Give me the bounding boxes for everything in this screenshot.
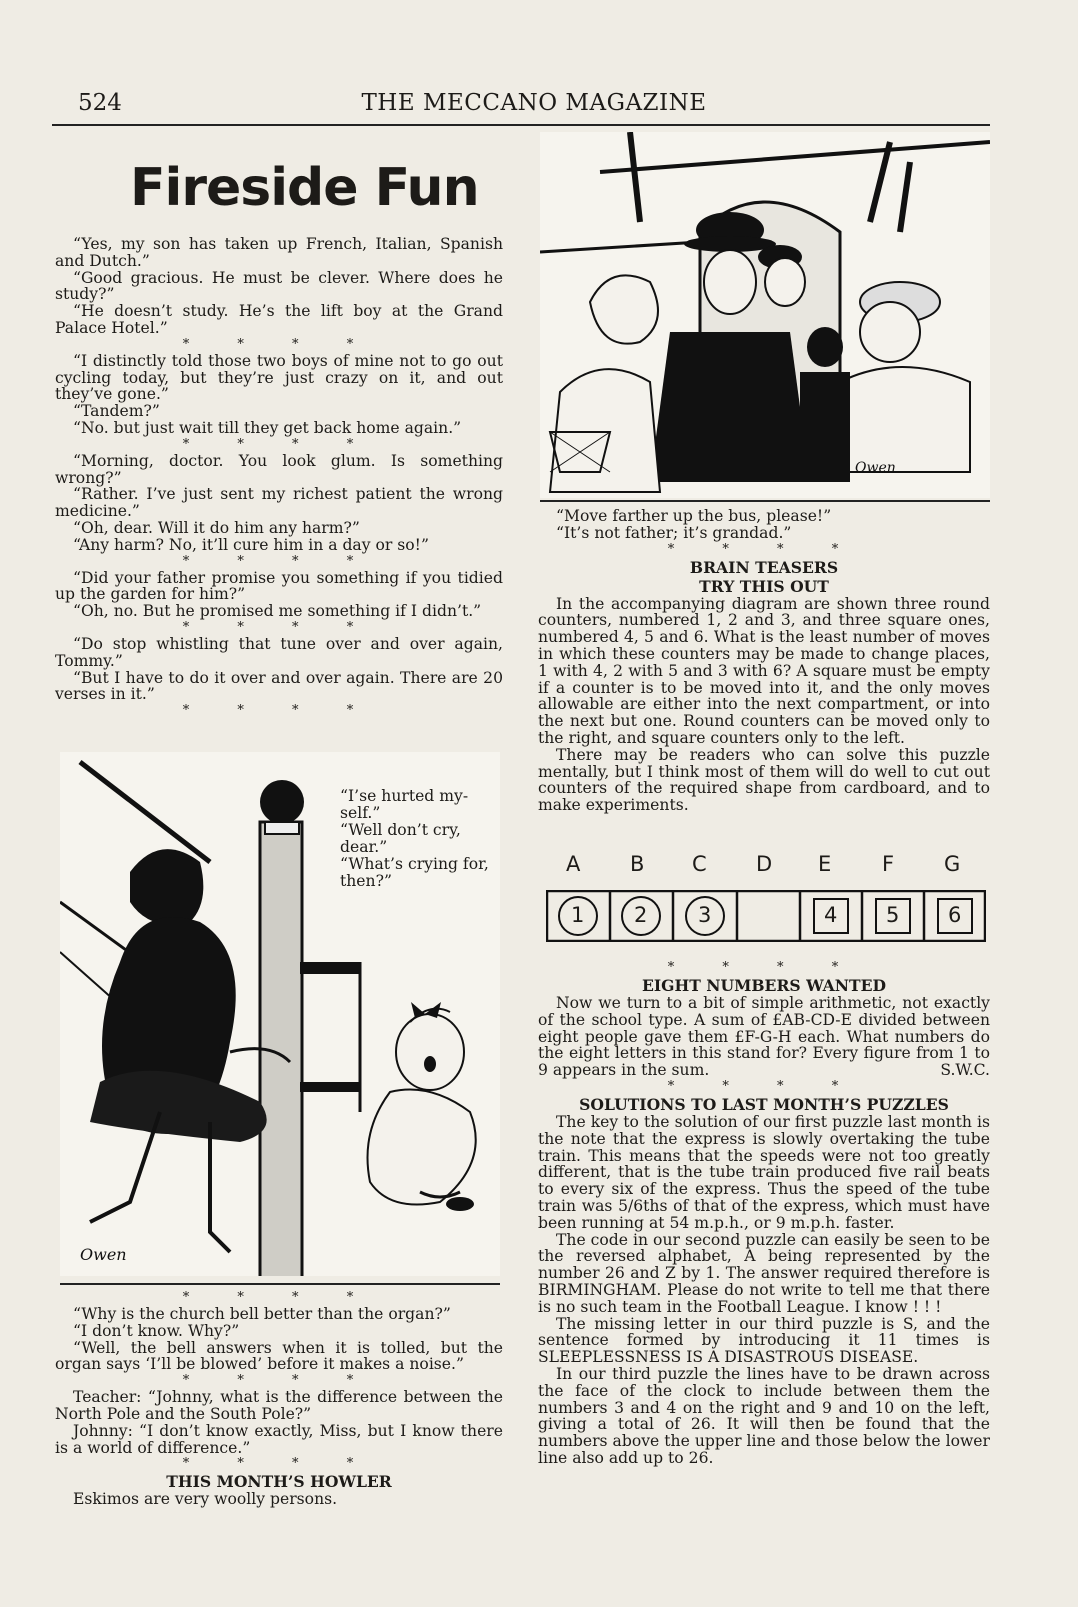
joke-line: Johnny: “I don’t know exactly, Miss, but I know there is a world of difference.” (55, 1421, 503, 1457)
joke-line: “Morning, doctor. You look glum. Is something wrong?” (55, 451, 503, 487)
joke-line: “Oh, dear. Will it do him any harm?” (73, 518, 360, 537)
joke-line: “Oh, no. But he promised me something if I didn’t.” (73, 602, 482, 621)
dialog-line: “I’se hurted my-self.” (340, 787, 469, 822)
round-counter-2: 2 (634, 903, 648, 927)
joke-line: “Rather. I’ve just sent my richest patient the wrong medicine.” (55, 485, 503, 521)
howler-heading: THIS MONTH’S HOWLER (166, 1472, 392, 1492)
howler-text: Eskimos are very woolly persons. (73, 1490, 338, 1509)
jokes-column-top (55, 236, 503, 719)
compartment-letters (538, 852, 990, 876)
bus-caption-line: “It’s not father; it’s grandad.” (556, 523, 792, 542)
compartment-letter: E (818, 852, 832, 876)
try-this-out-heading: TRY THIS OUT (699, 576, 829, 596)
solution-paragraph: The missing letter in our third puzzle is S, and the sentence formed by introducing it 11 times is SLEEPLESSNESS IS A DISASTROUS DISEASE. (538, 1314, 990, 1367)
right-column-bottom (538, 960, 990, 1467)
square-counter-5: 5 (886, 903, 900, 927)
separator-stars: * * * * (182, 619, 376, 635)
cartoon-rule (60, 1283, 500, 1285)
compartment-letter: D (756, 852, 773, 876)
author-signature: S.W.C. (940, 1061, 990, 1080)
jokes-column-bottom (55, 1290, 503, 1508)
separator-stars: * * * * (182, 1290, 376, 1305)
solution-paragraph: The key to the solution of our first puzzle last month is the note that the express is slowly overtaking the tube train. This means that the speeds were not too greatly different, that is the tube train produced five rail beats to every six of the express. Thus the speed of the tube train was 5/6ths of that of the express, which must have been running at 54 m.p.h., or 9 m.p.h. faster. (538, 1112, 990, 1232)
solution-paragraph: In our third puzzle the lines have to be drawn across the face of the clock to include between them the numbers 3 and 4 on the right and 9 and 10 on the left, giving a total of 26. It will then be found that the numbers above the upper line and those below the lower line also add up to 26. (538, 1364, 990, 1467)
header-rule (52, 124, 990, 126)
compartment-letter: F (882, 852, 895, 876)
separator-stars: * * * * (182, 703, 376, 719)
solution-paragraph: The code in our second puzzle can easily be seen to be the reversed alphabet, A being represented by the number 26 and Z by 1. The answer required therefore is BIRMINGHAM. Please do not write to tell me that there is no such team in the Football League. I know ! ! ! (538, 1230, 990, 1316)
joke-line: “Yes, my son has taken up French, Italian, Spanish and Dutch.” (55, 235, 503, 270)
counter-labels (546, 890, 986, 942)
magazine-title: THE MECCANO MAGAZINE (361, 90, 707, 116)
separator-stars: * * * * (182, 1456, 376, 1472)
bus-caption-line: “Move farther up the bus, please!” (556, 507, 832, 525)
joke-line: “Do stop whistling that tune over and over again, Tommy.” (55, 634, 503, 670)
square-counter-6: 6 (948, 903, 962, 927)
counter-puzzle-diagram (538, 852, 990, 952)
separator-stars: * * * * (182, 553, 376, 569)
round-counter-3: 3 (698, 903, 712, 927)
joke-line: “But I have to do it over and over again. There are 20 verses in it.” (55, 668, 503, 704)
separator-stars: * * * * (182, 436, 376, 452)
joke-line: Teacher: “Johnny, what is the difference between the North Pole and the South Pole?” (55, 1388, 503, 1423)
article-title: Fireside Fun (130, 158, 479, 218)
separator-stars: * * * * (667, 960, 861, 975)
eight-numbers-heading: EIGHT NUMBERS WANTED (642, 976, 886, 995)
solutions-heading: SOLUTIONS TO LAST MONTH’S PUZZLES (579, 1094, 949, 1114)
svg-text:Owen: Owen (855, 460, 896, 476)
round-counter-1: 1 (571, 903, 585, 927)
joke-line: “Tandem?” (73, 402, 160, 421)
joke-line: “Why is the church bell better than the organ?” (73, 1305, 451, 1323)
cartoon-rule-right (540, 500, 990, 502)
bus-illustration (540, 132, 990, 498)
cartoon-dialog (340, 788, 500, 890)
joke-line: “He doesn’t study. He’s the lift boy at the Grand Palace Hotel.” (55, 302, 503, 337)
compartment-letter: B (630, 852, 645, 876)
joke-line: “Well, the bell answers when it is tolled, but the organ says ‘I’ll be blowed’ before it makes a noise.” (55, 1338, 503, 1374)
joke-line: “I don’t know. Why?” (73, 1321, 240, 1340)
svg-text:Owen: Owen (80, 1245, 127, 1264)
right-column-top (538, 508, 990, 814)
brain-teasers-heading: BRAIN TEASERS (689, 557, 839, 577)
compartment-letter: G (944, 852, 961, 876)
page-number: 524 (78, 90, 122, 116)
joke-line: “Good gracious. He must be clever. Where does he study?” (55, 268, 503, 304)
square-counter-4: 4 (824, 903, 838, 927)
joke-line: “I distinctly told those two boys of mine not to go out cycling today, but they’re just crazy on it, and out they’ve gone.” (55, 351, 503, 404)
joke-line: “Did your father promise you something if you tidied up the garden for him?” (55, 568, 503, 604)
separator-stars: * * * * (667, 1078, 861, 1094)
page-header (78, 86, 990, 120)
cartoon-bus (540, 132, 990, 498)
brain-paragraph: There may be readers who can solve this puzzle mentally, but I think most of them will do well to cut out counters of the required shape from cardboard, and to make experiments. (538, 745, 990, 815)
eight-numbers-text (538, 995, 990, 1079)
eight-numbers-body: Now we turn to a bit of simple arithmetic, not exactly of the school type. A sum of £AB-CD-E divided between eight people gave them £F-G-H each. What numbers do the eight letters in this stand for? Every figure from 1 to 9 appears in the sum. (538, 994, 990, 1080)
separator-stars: * * * * (667, 541, 861, 557)
dialog-line: “Well don’t cry, dear.” (340, 821, 461, 856)
brain-paragraph: In the accompanying diagram are shown three round counters, numbered 1, 2 and 3, and three square ones, numbered 4, 5 and 6. What is the least number of moves in which these counters may be made to change places, 1 with 4, 2 with 5 and 3 with 6? A square must be empty if a counter is to be moved into it, and the only moves allowable are either into the next compartment, or into the next but one. Round counters can be moved only to the right, and square counters only to the left. (538, 594, 990, 747)
joke-line: “No. but just wait till they get back home again.” (73, 418, 462, 437)
separator-stars: * * * * (182, 336, 376, 352)
dialog-line: “What’s crying for, then?” (340, 855, 489, 890)
compartment-letter: A (566, 852, 581, 876)
separator-stars: * * * * (182, 1373, 376, 1389)
compartment-letter: C (692, 852, 707, 876)
cartoon-crying-child (60, 752, 500, 1276)
joke-line: “Any harm? No, it’ll cure him in a day or so!” (73, 535, 429, 554)
